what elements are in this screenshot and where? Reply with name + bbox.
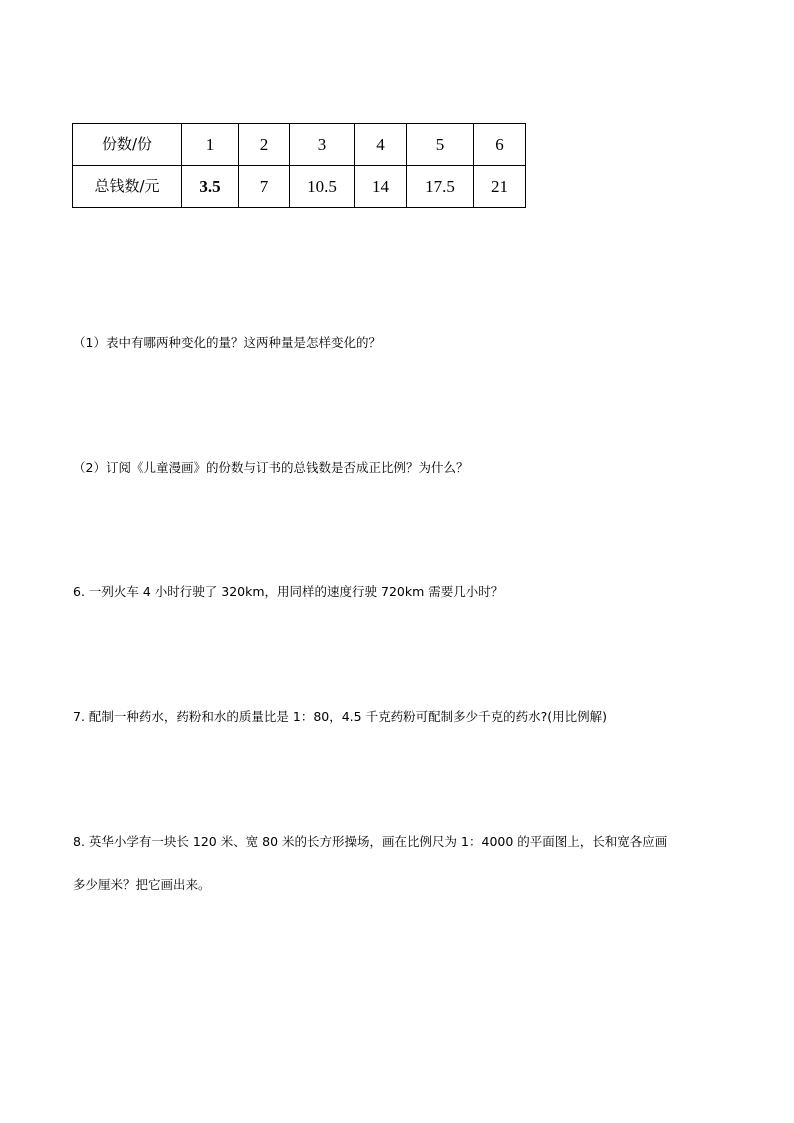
table-cell: 2 bbox=[239, 124, 290, 166]
table-cell: 5 bbox=[407, 124, 474, 166]
table-row bbox=[73, 166, 526, 208]
question-1: （1）表中有哪两种变化的量？这两种量是怎样变化的？ bbox=[73, 335, 381, 350]
question-6: 6. 一列火车 4 小时行驶了 320km，用同样的速度行驶 720km 需要几小时？ bbox=[73, 584, 504, 599]
row-header-copies: 份数/份 bbox=[73, 124, 182, 166]
question-8-line-2: 多少厘米？把它画出来。 bbox=[73, 877, 211, 892]
table-cell: 4 bbox=[355, 124, 407, 166]
table-cell: 3 bbox=[290, 124, 355, 166]
table-cell: 3.5 bbox=[182, 166, 239, 208]
row-header-total-money: 总钱数/元 bbox=[73, 166, 182, 208]
table-cell: 14 bbox=[355, 166, 407, 208]
table-row bbox=[73, 124, 526, 166]
table-cell: 7 bbox=[239, 166, 290, 208]
table-cell: 21 bbox=[474, 166, 526, 208]
price-table bbox=[72, 123, 526, 208]
question-2: （2）订阅《儿童漫画》的份数与订书的总钱数是否成正比例？为什么？ bbox=[73, 460, 469, 475]
question-8-line-1: 8. 英华小学有一块长 120 米、宽 80 米的长方形操场，画在比例尺为 1：4000 的平面图上，长和宽各应画 bbox=[73, 834, 668, 849]
table-cell: 10.5 bbox=[290, 166, 355, 208]
table-cell: 17.5 bbox=[407, 166, 474, 208]
table-cell: 6 bbox=[474, 124, 526, 166]
question-7: 7. 配制一种药水，药粉和水的质量比是 1：80，4.5 千克药粉可配制多少千克的药水?(用比例解) bbox=[73, 709, 607, 724]
table-cell: 1 bbox=[182, 124, 239, 166]
